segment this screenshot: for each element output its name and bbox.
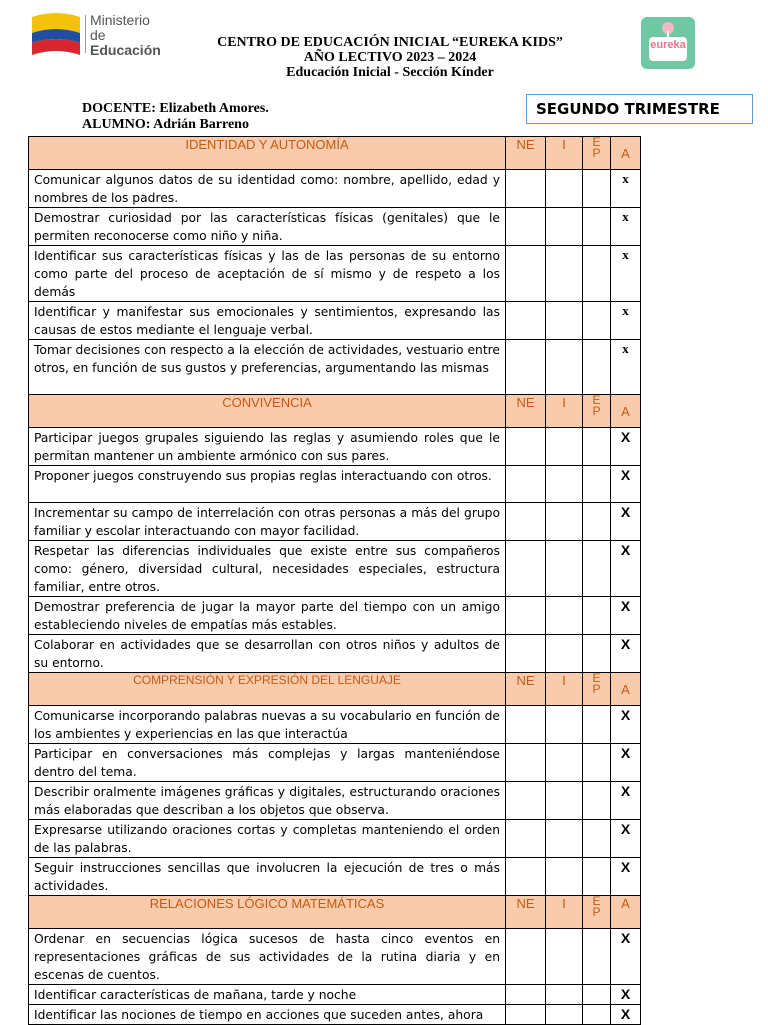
column-i: I: [546, 673, 583, 706]
cell-ep: [583, 858, 611, 896]
cell-ne: [506, 246, 546, 302]
cell-ne: [506, 1005, 546, 1025]
ministry-logo: [30, 11, 180, 57]
indicator-text: Identificar y manifestar sus emocionales y sentimientos, expresando las causas de estos mediante el lenguaje verbal.: [29, 302, 506, 340]
cell-ne: [506, 428, 546, 466]
indicator-text: Seguir instrucciones sencillas que involucren la ejecución de tres o más actividades.: [29, 858, 506, 896]
cell-a-mark: x: [611, 246, 641, 302]
column-ep: [583, 395, 611, 428]
indicator-row: [29, 170, 641, 208]
cell-ne: [506, 985, 546, 1005]
teacher-student-info: [82, 101, 269, 133]
cell-a-mark: X: [611, 428, 641, 466]
indicator-row: [29, 929, 641, 985]
indicator-row: [29, 782, 641, 820]
indicator-text: Demostrar preferencia de jugar la mayor parte del tiempo con un amigo estableciendo niveles de empatías más estables.: [29, 597, 506, 635]
cell-ep: [583, 985, 611, 1005]
cell-i: [546, 503, 583, 541]
tree-icon: [657, 21, 679, 37]
indicator-row: [29, 744, 641, 782]
indicator-row: [29, 1005, 641, 1025]
column-i: I: [546, 896, 583, 929]
cell-i: [546, 858, 583, 896]
cell-a-mark: x: [611, 340, 641, 395]
column-ep-e: E: [592, 135, 601, 149]
cell-i: [546, 428, 583, 466]
evaluation-table: [28, 136, 641, 1025]
cell-ne: [506, 635, 546, 673]
cell-ep: [583, 466, 611, 503]
cell-ep: [583, 744, 611, 782]
cell-i: [546, 744, 583, 782]
cell-ne: [506, 858, 546, 896]
indicator-row: [29, 503, 641, 541]
column-ne: NE: [506, 137, 546, 170]
trimester-label: SEGUNDO TRIMESTRE: [526, 94, 753, 124]
column-a: A: [611, 896, 641, 929]
student-name: ALUMNO: Adrián Barreno: [82, 117, 249, 132]
indicator-row: [29, 302, 641, 340]
section-title: CONVIVENCIA: [29, 395, 506, 428]
cell-a-mark: X: [611, 1005, 641, 1025]
teacher-name: DOCENTE: Elizabeth Amores.: [82, 101, 269, 116]
indicator-text: Ordenar en secuencias lógica sucesos de hasta cinco eventos en representaciones gráficas de sus actividades de la rutina diaria y en escenas de cuentos.: [29, 929, 506, 985]
cell-ne: [506, 170, 546, 208]
indicator-row: [29, 541, 641, 597]
cell-ne: [506, 302, 546, 340]
section-name: Educación Inicial - Sección Kínder: [286, 65, 494, 80]
indicator-text: Expresarse utilizando oraciones cortas y completas manteniendo el orden de las palabras.: [29, 820, 506, 858]
cell-a-mark: X: [611, 541, 641, 597]
cell-ep: [583, 706, 611, 744]
school-name: CENTRO DE EDUCACIÓN INICIAL “EUREKA KIDS”: [217, 35, 563, 50]
column-ep-p: P: [592, 404, 601, 418]
column-ne: NE: [506, 395, 546, 428]
column-ep: [583, 673, 611, 706]
indicator-text: Respetar las diferencias individuales que existe entre sus compañeros como: género, diversidad cultural, necesidades especiales, estructura familiar, entre otros.: [29, 541, 506, 597]
document-header: [180, 35, 600, 80]
cell-ep: [583, 597, 611, 635]
cell-ep: [583, 503, 611, 541]
section-title: RELACIONES LÓGICO MATEMÁTICAS: [29, 896, 506, 929]
cell-i: [546, 302, 583, 340]
cell-a-mark: x: [611, 302, 641, 340]
indicator-row: [29, 597, 641, 635]
cell-ep: [583, 208, 611, 246]
cell-ep: [583, 1005, 611, 1025]
ecuador-flag-icon: [30, 11, 82, 57]
indicator-row: [29, 466, 641, 503]
indicator-text: Identificar las nociones de tiempo en acciones que suceden antes, ahora: [29, 1005, 506, 1025]
cell-a-mark: X: [611, 744, 641, 782]
cell-ep: [583, 820, 611, 858]
ministry-text: [90, 13, 180, 58]
cell-ne: [506, 208, 546, 246]
indicator-text: Describir oralmente imágenes gráficas y digitales, estructurando oraciones más elaboradas que describan a los objetos que observa.: [29, 782, 506, 820]
cell-ne: [506, 929, 546, 985]
section-header-row: [29, 137, 641, 170]
cell-i: [546, 985, 583, 1005]
cell-a-mark: X: [611, 985, 641, 1005]
indicator-row: [29, 635, 641, 673]
cell-ne: [506, 820, 546, 858]
logo-separator: [85, 15, 86, 53]
column-ep-p: P: [592, 905, 601, 919]
cell-ep: [583, 302, 611, 340]
column-ep-p: P: [592, 146, 601, 160]
school-year: AÑO LECTIVO 2023 – 2024: [303, 50, 477, 65]
section-header-row: [29, 896, 641, 929]
column-a: A: [611, 137, 641, 170]
cell-ne: [506, 466, 546, 503]
cell-a-mark: x: [611, 170, 641, 208]
indicator-text: Identificar características de mañana, tarde y noche: [29, 985, 506, 1005]
cell-a-mark: X: [611, 858, 641, 896]
column-ne: NE: [506, 673, 546, 706]
cell-ep: [583, 635, 611, 673]
section-title: IDENTIDAD Y AUTONOMÍA: [29, 137, 506, 170]
cell-a-mark: x: [611, 208, 641, 246]
cell-a-mark: X: [611, 466, 641, 503]
cell-i: [546, 706, 583, 744]
cell-ne: [506, 503, 546, 541]
cell-i: [546, 635, 583, 673]
indicator-text: Demostrar curiosidad por las características físicas (genitales) que le permiten reconocerse como niño y niña.: [29, 208, 506, 246]
indicator-row: [29, 208, 641, 246]
cell-ep: [583, 428, 611, 466]
cell-a-mark: X: [611, 706, 641, 744]
cell-i: [546, 597, 583, 635]
cell-ep: [583, 929, 611, 985]
cell-ep: [583, 541, 611, 597]
indicator-text: Participar juegos grupales siguiendo las reglas y asumiendo roles que le permitan mantener un ambiente armónico con sus pares.: [29, 428, 506, 466]
cell-a-mark: X: [611, 597, 641, 635]
school-logo: [641, 17, 695, 69]
ministry-line2: de Educación: [90, 27, 161, 58]
cell-a-mark: X: [611, 929, 641, 985]
indicator-text: Participar en conversaciones más complejas y largas manteniéndose dentro del tema.: [29, 744, 506, 782]
cell-a-mark: X: [611, 782, 641, 820]
indicator-text: Comunicarse incorporando palabras nuevas a su vocabulario en función de los ambientes y experiencias en las que interactúa: [29, 706, 506, 744]
cell-ne: [506, 782, 546, 820]
column-ep: [583, 137, 611, 170]
cell-ne: [506, 340, 546, 395]
indicator-row: [29, 428, 641, 466]
cell-ne: [506, 706, 546, 744]
cell-i: [546, 1005, 583, 1025]
cell-ep: [583, 246, 611, 302]
section-header-row: [29, 673, 641, 706]
indicator-text: Incrementar su campo de interrelación con otras personas a más del grupo familiar y escolar interactuando con mayor facilidad.: [29, 503, 506, 541]
indicator-text: Tomar decisiones con respecto a la elección de actividades, vestuario entre otros, en función de sus gustos y preferencias, argumentando las mismas: [29, 340, 506, 395]
indicator-row: [29, 246, 641, 302]
cell-a-mark: X: [611, 820, 641, 858]
cell-i: [546, 466, 583, 503]
cell-i: [546, 929, 583, 985]
column-ep-e: E: [592, 894, 601, 908]
indicator-text: Colaborar en actividades que se desarrollan con otros niños y adultos de su entorno.: [29, 635, 506, 673]
indicator-row: [29, 820, 641, 858]
indicator-text: Identificar sus características físicas y las de las personas de su entorno como parte del proceso de aceptación de sí mismo y de respeto a los demás: [29, 246, 506, 302]
cell-i: [546, 782, 583, 820]
cell-i: [546, 246, 583, 302]
indicator-text: Proponer juegos construyendo sus propias reglas interactuando con otros.: [29, 466, 506, 503]
cell-ep: [583, 170, 611, 208]
ministry-line1: Ministerio: [90, 12, 150, 28]
column-a: A: [611, 395, 641, 428]
cell-ep: [583, 782, 611, 820]
section-title: COMPRENSIÓN Y EXPRESIÓN DEL LENGUAJE: [29, 673, 506, 706]
school-logo-text: eureka: [649, 37, 687, 61]
cell-ne: [506, 744, 546, 782]
cell-ep: [583, 340, 611, 395]
column-i: I: [546, 395, 583, 428]
section-header-row: [29, 395, 641, 428]
cell-ne: [506, 541, 546, 597]
column-ep-e: E: [592, 671, 601, 685]
column-ep: [583, 896, 611, 929]
cell-i: [546, 820, 583, 858]
column-ep-p: P: [592, 682, 601, 696]
cell-a-mark: X: [611, 635, 641, 673]
column-ep-e: E: [592, 393, 601, 407]
column-i: I: [546, 137, 583, 170]
column-a: A: [611, 673, 641, 706]
cell-i: [546, 541, 583, 597]
cell-i: [546, 340, 583, 395]
indicator-row: [29, 858, 641, 896]
indicator-row: [29, 340, 641, 395]
indicator-text: Comunicar algunos datos de su identidad como: nombre, apellido, edad y nombres de los padres.: [29, 170, 506, 208]
cell-ne: [506, 597, 546, 635]
cell-i: [546, 208, 583, 246]
column-ne: NE: [506, 896, 546, 929]
cell-a-mark: X: [611, 503, 641, 541]
cell-i: [546, 170, 583, 208]
indicator-row: [29, 706, 641, 744]
indicator-row: [29, 985, 641, 1005]
